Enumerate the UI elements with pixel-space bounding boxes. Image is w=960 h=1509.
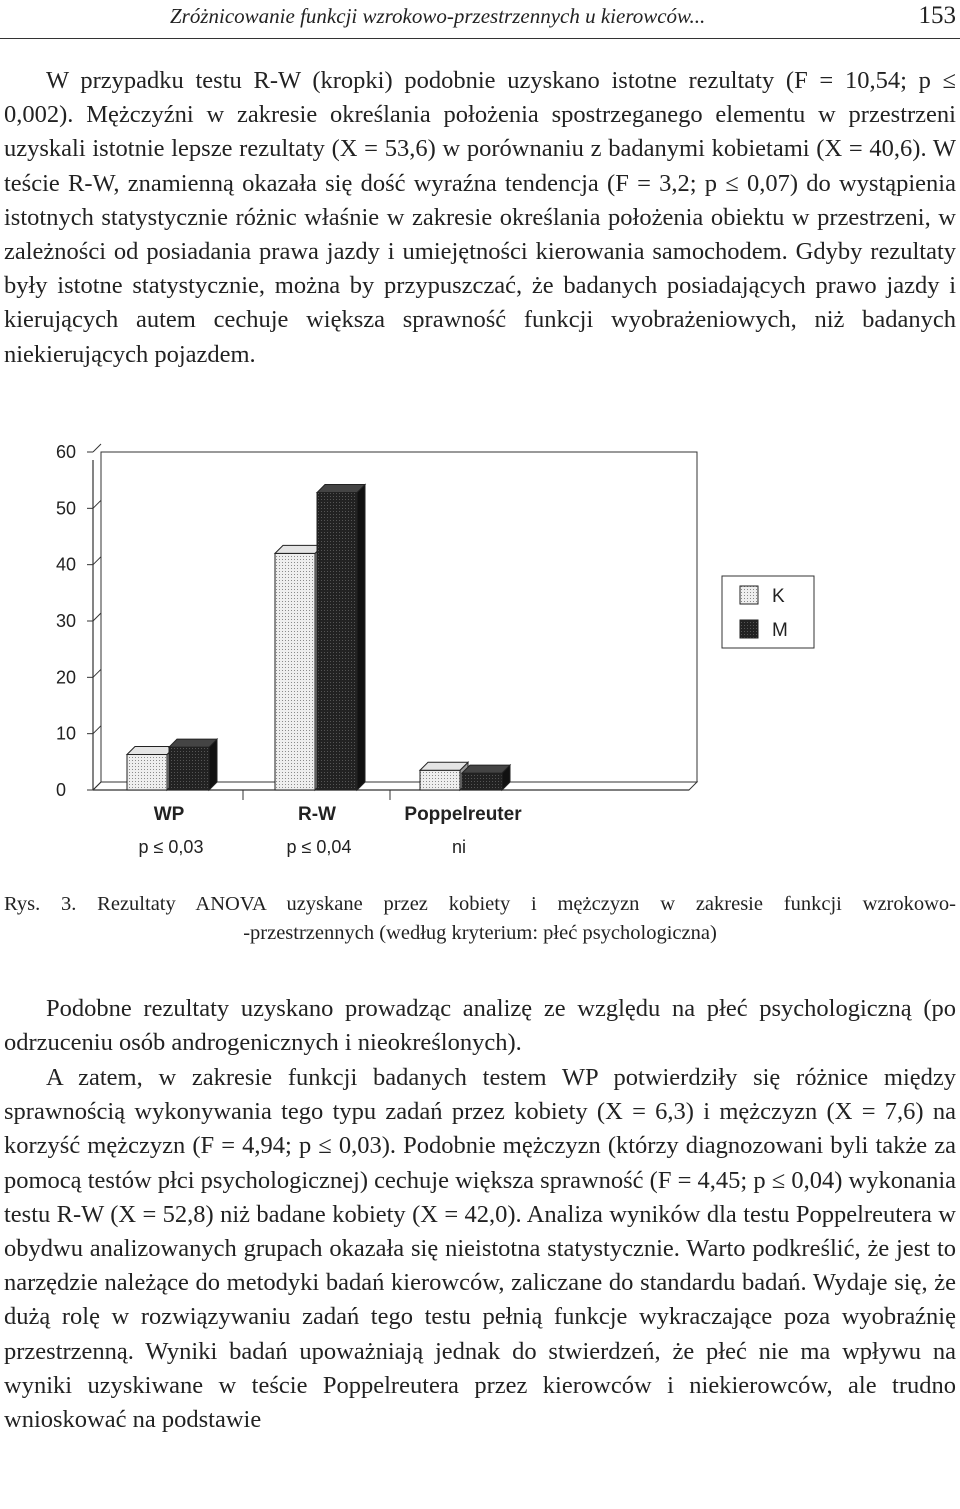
bar-front <box>127 755 167 790</box>
anova-bar-chart <box>0 430 960 875</box>
body-paragraph-3: A zatem, w zakresie funkcji badanych testem WP potwierdziły się różnice między sprawnością wykonywania tego typu zadań przez kobiety (X = 6,3) i mężczyzn (X = 7,6) na korzyść mężczyzn (F = 4,94; p ≤ 0,03). Podobnie mężczyzn (którzy diagnozowani byli także za pomocą testów płci psychologicznej) cechuje większa sprawność (F = 4,45; p ≤ 0,04) wykonania testu R-W (X = 52,8) niż badane kobiety (X = 42,0). Analiza wyników dla testu Poppelreutera w obydwu analizowanych grupach okazała się nieistotna statystycznie. Warto podkreślić, że jest to narzędzie należące do metodyki badań kierowców, zaliczane do standardu badań. Wydaje się, że dużą rolę w rozwiązywaniu zadań tego testu pełnią funkcje wykraczające poza wyobraźnię przestrzenną. Wyniki badań upoważniają jednak do stwierdzeń, że płeć nie ma wpływu na wyniki uzyskiwane w teście Poppelreutera przez kierowców i niekierowców, ale trudno wnioskować na podstawie <box>4 1064 956 1434</box>
y-tick-connector <box>93 500 101 508</box>
bar-front <box>462 773 502 790</box>
bar-poppelreuter-k <box>420 762 468 790</box>
y-tick-label: 20 <box>56 667 77 688</box>
bar-wp-k <box>127 747 175 790</box>
body-paragraph-1: W przypadku testu R-W (kropki) podobnie uzyskano istotne rezultaty (F = 10,54; p ≤ 0,002). Mężczyźni w zakresie określania położenia spostrzeganego elementu w przestrzeni uzyskali istotnie lepsze rezultaty (X = 53,6) w porównaniu z badanymi kobietami (X = 40,6). W teście R-W, znamienną okazała się dość wyraźna tendencja (F = 3,2; p ≤ 0,07) do wystąpienia istotnych statystycznie różnic właśnie w zakresie określania położenia obiektu w przestrzeni, w zależności od posiadania prawa jazdy i umiejętności kierowania samochodem. Gdyby rezultaty były istotne statystycznie, można by przypuszczać, że badanych posiadających prawo jazdy i kierujących autem cechuje większa sprawność funkcji wyobrażeniowych, niż badanych niekierujących pojazdem. <box>4 67 956 368</box>
bar-top <box>127 747 175 755</box>
bar-front <box>317 493 357 790</box>
caption-line-2: -przestrzennych (według kryterium: płeć psychologiczna) <box>243 922 717 944</box>
bar-top <box>169 739 217 747</box>
y-tick-label: 60 <box>56 442 77 462</box>
x-axis <box>139 790 523 857</box>
y-tick-label: 30 <box>56 611 77 631</box>
legend-label-m: M <box>772 620 788 641</box>
x-category-label: Poppelreuter <box>404 804 522 825</box>
y-tick-connector <box>93 557 101 565</box>
figure-caption <box>4 890 956 948</box>
p-value-label: p ≤ 0,03 <box>138 837 204 857</box>
legend-label-k: K <box>772 586 785 607</box>
bars-group <box>127 485 510 790</box>
x-category-label: R-W <box>298 804 336 825</box>
bar-side <box>357 485 365 790</box>
header-rule <box>0 38 960 39</box>
bar-top <box>275 545 323 553</box>
legend-swatch-m <box>740 620 758 638</box>
y-tick-label: 40 <box>56 554 77 575</box>
bar-rw-k <box>275 545 323 790</box>
y-tick-label: 10 <box>56 723 77 744</box>
body-paragraph-2: Podobne rezultaty uzyskano prowadząc analizę ze względu na płeć psychologiczną (po odrzuceniu osób androgenicznych i nieokreślonych). <box>4 995 956 1057</box>
y-tick-connector <box>93 726 101 734</box>
bar-front <box>275 553 315 790</box>
bar-top <box>462 765 510 773</box>
bar-poppelreuter-m <box>462 765 510 790</box>
page-number: 153 <box>918 2 956 29</box>
plot-back-wall <box>101 452 697 782</box>
y-axis <box>56 442 101 800</box>
y-tick-connector <box>93 782 101 790</box>
x-category-label: WP <box>153 804 185 825</box>
chart-legend <box>722 576 814 648</box>
y-tick-connector <box>93 444 101 452</box>
p-value-label: p ≤ 0,04 <box>286 837 352 857</box>
p-value-label: ni <box>451 837 467 857</box>
y-tick-label: 50 <box>56 498 77 519</box>
running-header <box>0 0 960 40</box>
bar-rw-m <box>317 485 365 790</box>
running-title: Zróżnicowanie funkcji wzrokowo-przestrzennych u kierowców... <box>170 4 706 28</box>
bar-front <box>169 747 209 790</box>
bar-top <box>420 762 468 770</box>
bar-wp-m <box>169 739 217 790</box>
legend-box <box>722 576 814 648</box>
legend-swatch-k <box>740 586 758 604</box>
y-tick-connector <box>93 669 101 677</box>
caption-line-1: Rys. 3. Rezultaty ANOVA uzyskane przez kobiety i mężczyzn w zakresie funkcji wzrokowo- <box>4 893 956 915</box>
bar-side <box>209 739 217 790</box>
bar-top <box>317 485 365 493</box>
y-tick-label: 0 <box>56 780 67 800</box>
bar-front <box>420 770 460 790</box>
y-tick-connector <box>93 613 101 621</box>
